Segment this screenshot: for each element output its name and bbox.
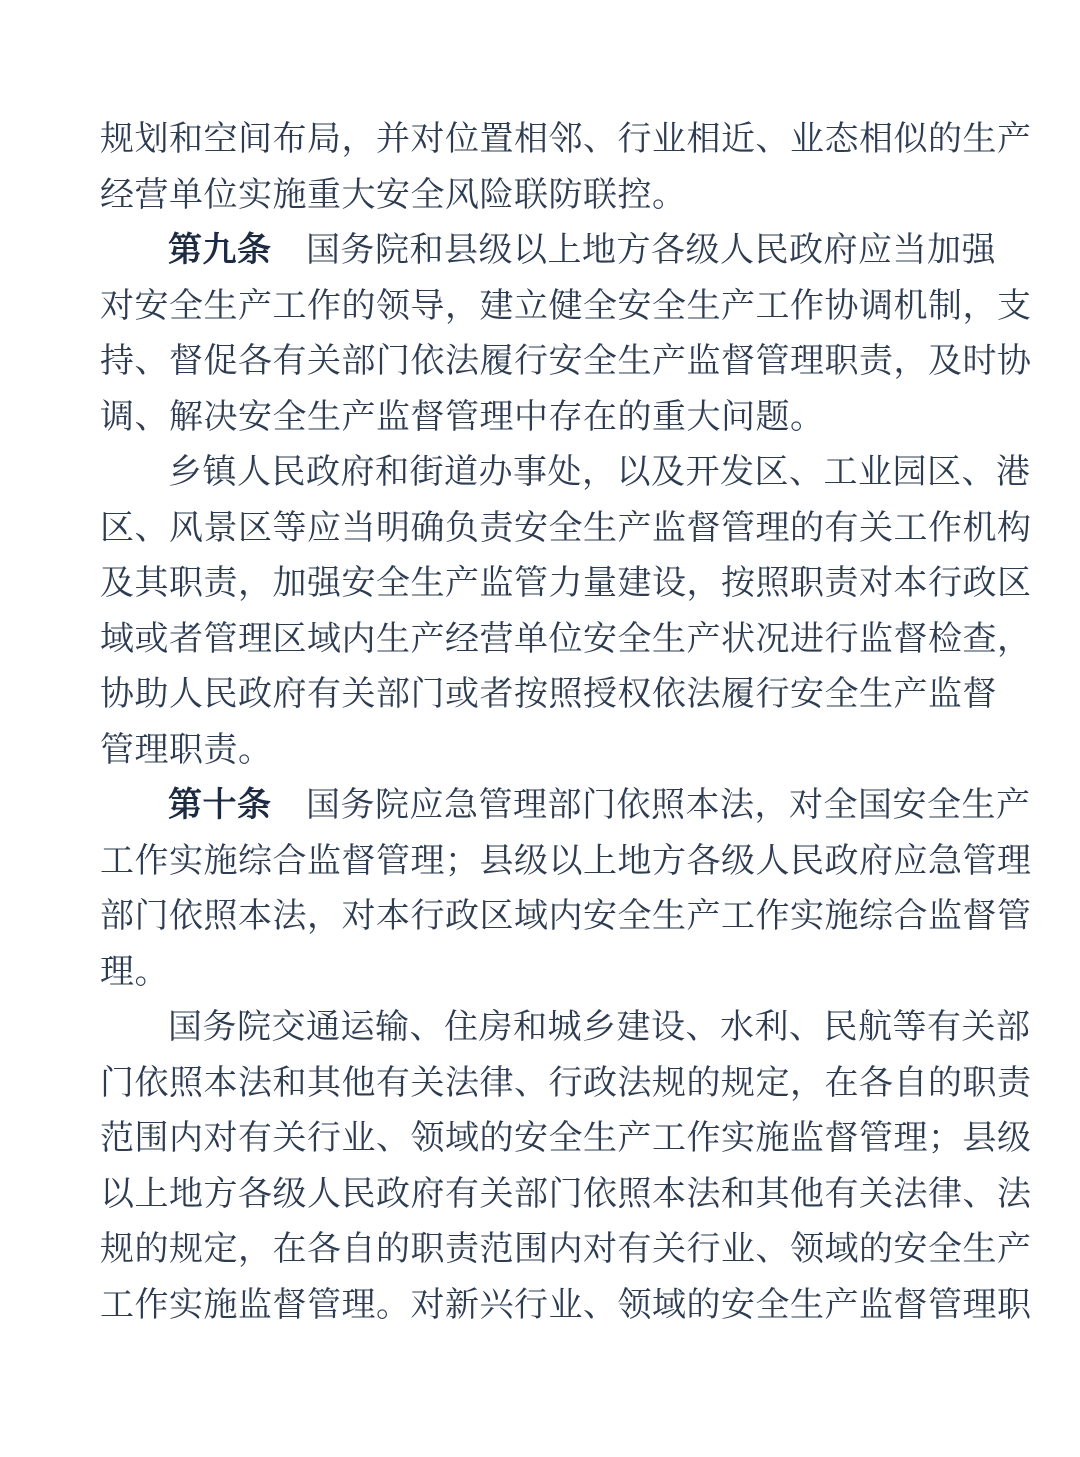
text-line bbox=[100, 778, 1031, 834]
line-text: 门依照本法和其他有关法律、行政法规的规定，在各自的职责 bbox=[100, 1062, 1032, 1103]
line-text: 持、督促各有关部门依法履行安全生产监督管理职责，及时协 bbox=[100, 341, 1032, 381]
text-line bbox=[100, 334, 1032, 390]
line-text: 经营单位实施重大安全风险联防联控。 bbox=[100, 174, 687, 215]
article-number-bold: 第十条 bbox=[168, 785, 272, 825]
paragraph bbox=[100, 1000, 1032, 1333]
text-line bbox=[100, 112, 1032, 168]
text-line bbox=[100, 612, 1032, 668]
line-text: 乡镇人民政府和街道办事处，以及开发区、工业园区、港 bbox=[168, 452, 1031, 492]
text-line bbox=[100, 501, 1032, 557]
text-line bbox=[100, 1056, 1032, 1112]
line-text: 及其职责，加强安全生产监管力量建设，按照职责对本行政区 bbox=[100, 563, 1032, 603]
line-text: 部门依照本法，对本行政区域内安全生产工作实施综合监督管 bbox=[100, 896, 1032, 936]
line-text: 协助人民政府有关部门或者按照授权依法履行安全生产监督 bbox=[100, 674, 997, 714]
article-number-bold: 第九条 bbox=[168, 230, 272, 270]
text-line bbox=[100, 1167, 1032, 1223]
text-line bbox=[100, 1000, 1031, 1056]
paragraph bbox=[100, 445, 1032, 778]
line-text: 规的规定，在各自的职责范围内对有关行业、领域的安全生产 bbox=[100, 1229, 1032, 1269]
line-text: 域或者管理区域内生产经营单位安全生产状况进行监督检查， bbox=[100, 618, 1032, 659]
text-line bbox=[100, 834, 1032, 890]
text-line bbox=[100, 223, 996, 279]
line-text: 对安全生产工作的领导，建立健全安全生产工作协调机制，支 bbox=[100, 285, 1032, 326]
text-line bbox=[100, 667, 997, 723]
text-line bbox=[100, 556, 1032, 612]
paragraph bbox=[100, 112, 1032, 223]
text-line bbox=[100, 1111, 1032, 1167]
line-text: 范围内对有关行业、领域的安全生产工作实施监督管理；县级 bbox=[100, 1118, 1032, 1158]
text-line bbox=[100, 1222, 1032, 1278]
text-line bbox=[100, 889, 1032, 945]
line-text: 调、解决安全生产监督管理中存在的重大问题。 bbox=[100, 396, 825, 437]
text-line bbox=[100, 723, 985, 779]
line-text: 规划和空间布局，并对位置相邻、行业相近、业态相似的生产 bbox=[100, 119, 1032, 159]
paragraph bbox=[100, 778, 1032, 1000]
text-line bbox=[100, 945, 985, 1001]
text-line bbox=[100, 168, 985, 224]
line-text: 工作实施监督管理。对新兴行业、领域的安全生产监督管理职 bbox=[100, 1284, 1032, 1325]
text-line bbox=[100, 279, 1032, 335]
line-text: 国务院和县级以上地方各级人民政府应当加强 bbox=[271, 230, 996, 270]
paragraph bbox=[100, 223, 1032, 445]
text-line bbox=[100, 445, 1031, 501]
line-text: 管理职责。 bbox=[100, 729, 273, 770]
line-text: 以上地方各级人民政府有关部门依照本法和其他有关法律、法 bbox=[100, 1173, 1032, 1214]
text-line bbox=[100, 390, 985, 446]
line-text: 理。 bbox=[100, 951, 169, 992]
line-text: 国务院交通运输、住房和城乡建设、水利、民航等有关部 bbox=[168, 1007, 1031, 1047]
line-text: 国务院应急管理部门依照本法，对全国安全生产 bbox=[271, 785, 1031, 825]
text-line bbox=[100, 1278, 1032, 1334]
line-text: 区、风景区等应当明确负责安全生产监督管理的有关工作机构 bbox=[100, 507, 1032, 548]
line-text: 工作实施综合监督管理；县级以上地方各级人民政府应急管理 bbox=[100, 840, 1032, 881]
